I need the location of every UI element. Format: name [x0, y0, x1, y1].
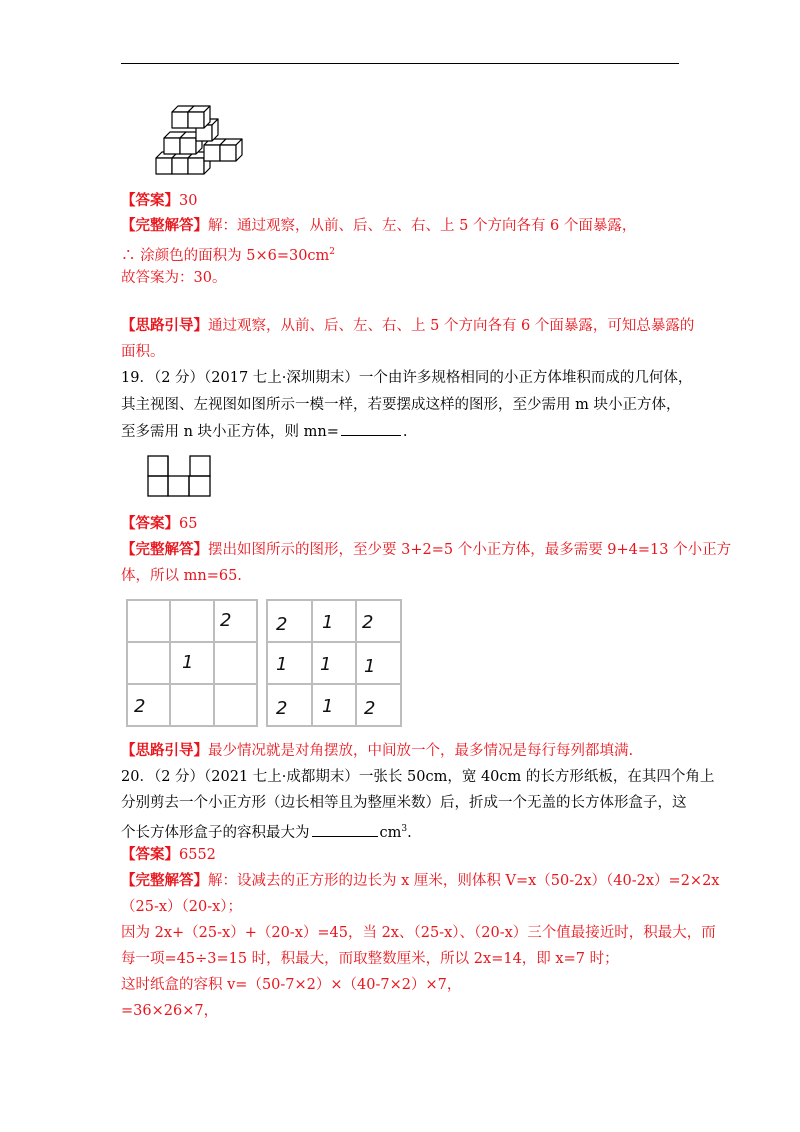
q19-stem-line2: 其主视图、左视图如图所示一模一样，若要摆成这样的图形，至少需用 m 块小正方体， — [121, 397, 681, 413]
q20-solution: 【完整解答】解：设减去的正方形的边长为 x 厘米，则体积 V=x（50-2x）（40-2x）=2×2x — [121, 872, 720, 889]
header-rule — [121, 63, 679, 64]
q19-solution: 【完整解答】摆出如图所示的图形，至少要 3+2=5 个小正方体，最多需要 9+4=13 个小正方 — [121, 541, 732, 558]
q19-grid-right — [264, 596, 404, 730]
q19-grid-left-cell-4: 1 — [182, 652, 194, 673]
q18-guide: 【思路引导】通过观察，从前、后、左、右、上 5 个方向各有 6 个面暴露，可知总暴露的 — [121, 317, 695, 334]
q19-answer: 【答案】65 — [121, 515, 198, 532]
q19-grid-left — [124, 596, 260, 730]
q19-grid-right-cell-0: 2 — [276, 614, 288, 635]
q19-stem-line3: 至多需用 n 块小正方体，则 mn= . — [121, 421, 408, 442]
q19-grid-right-cell-1: 1 — [322, 612, 334, 633]
q18-answer: 【答案】30 — [121, 192, 198, 209]
q20-stem-line3: 个长方体形盒子的容积最大为 $cm^3$. — [121, 819, 412, 843]
q20-solution-line3: 因为 2x+（25-x）+（20-x）=45，当 2x、（25-x）、（20-x）三个值最接近时，积最大，而 — [121, 925, 716, 941]
q20-stem-line2: 分别剪去一个小正方形（边长相等且为整厘米数）后，折成一个无盖的长方体形盒子，这 — [121, 795, 687, 811]
q18-solution-line3: 故答案为：30。 — [121, 270, 227, 286]
q19-grid-right-cell-4: 1 — [320, 654, 332, 675]
cube-stack-figure — [150, 98, 250, 180]
q20-stem-line1: 20．（2 分）（2021 七上·成都期末）一张长 50cm，宽 40cm 的长方形纸板，在其四个角上 — [121, 769, 715, 785]
q19-grid-right-cell-7: 1 — [322, 696, 334, 717]
q19-grid-right-cell-5: 1 — [364, 656, 376, 677]
q19-stem-line1: 19．（2 分）（2017 七上·深圳期末）一个由许多规格相同的小正方体堆积而成的几何体， — [121, 370, 693, 386]
q18-solution-line2: ∴ 涂颜色的面积为 $5\times 6=30cm^2$ — [121, 247, 336, 264]
q20-solution-line6: =36×26×7， — [121, 1003, 219, 1019]
q20-solution-line4: 每一项=45÷3=15 时，积最大，而取整数厘米，所以 2x=14，即 x=7 时； — [121, 951, 619, 967]
q18-guide-line2: 面积。 — [121, 344, 165, 360]
q19-grid-right-cell-3: 1 — [276, 654, 288, 675]
q18-solution: 【完整解答】解：通过观察，从前、后、左、右、上 5 个方向各有 6 个面暴露， — [121, 217, 637, 234]
q19-grid-right-cell-6: 2 — [276, 698, 288, 719]
q19-answer-blank — [341, 421, 401, 436]
q20-answer: 【答案】6552 — [121, 846, 216, 863]
q19-solution-line2: 体，所以 mn=65. — [121, 568, 242, 584]
q20-solution-line5: 这时纸盒的容积 v=（50-7×2）×（40-7×2）×7， — [121, 977, 462, 993]
q19-grid-left-cell-6: 2 — [134, 696, 146, 717]
q19-guide: 【思路引导】最少情况就是对角摆放，中间放一个，最多情况是每行每列都填满. — [121, 742, 634, 759]
q20-solution-line2: （25-x）（20-x）； — [121, 899, 243, 915]
q19-grid-right-cell-2: 2 — [362, 612, 374, 633]
q19-grid-right-cell-8: 2 — [364, 698, 376, 719]
q19-view-figure — [147, 455, 213, 497]
q20-answer-blank — [312, 822, 378, 837]
q19-grid-left-cell-2: 2 — [220, 610, 232, 631]
